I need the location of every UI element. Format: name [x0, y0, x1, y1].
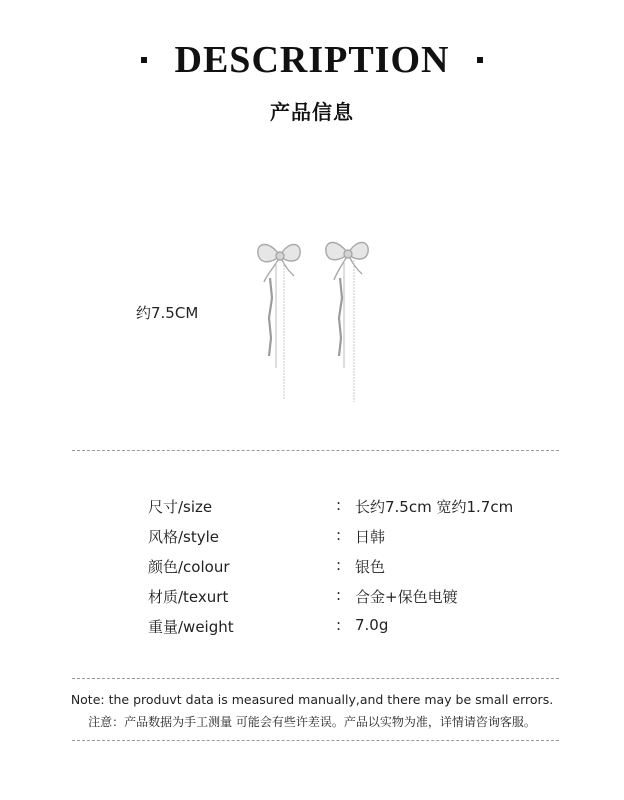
spec-label: 颜色/colour	[148, 558, 230, 576]
spec-colon: :	[336, 586, 342, 604]
divider	[72, 450, 559, 451]
spec-colon: :	[336, 556, 342, 574]
spec-value: 长约7.5cm 宽约1.7cm	[355, 498, 514, 516]
product-image	[240, 228, 380, 413]
bullet-square-icon	[141, 57, 147, 63]
spec-value: 7.0g	[355, 616, 389, 634]
divider	[72, 678, 559, 679]
spec-colon: :	[336, 496, 342, 514]
note-chinese: 注意：产品数据为手工测量 可能会有些许差误。产品以实物为准，详情请咨询客服。	[88, 715, 536, 729]
product-size-label: 约7.5CM	[136, 304, 199, 322]
page-subtitle: 产品信息	[270, 100, 354, 124]
spec-label: 材质/texurt	[148, 588, 229, 606]
bullet-square-icon	[477, 57, 483, 63]
note-english: Note: the produvt data is measured manually,and there may be small errors.	[70, 692, 554, 707]
divider	[72, 740, 559, 741]
spec-colon: :	[336, 616, 342, 634]
page-title-row	[141, 38, 484, 82]
spec-label: 风格/style	[148, 528, 220, 546]
bow-tassel-earrings-image	[240, 228, 380, 408]
header	[0, 38, 624, 82]
page-title: DESCRIPTION	[174, 39, 450, 81]
spec-value: 合金+保色电镀	[355, 588, 458, 606]
spec-colon: :	[336, 526, 342, 544]
spec-label: 重量/weight	[148, 618, 234, 636]
spec-label: 尺寸/size	[148, 498, 213, 516]
spec-value: 银色	[355, 558, 386, 576]
spec-value: 日韩	[355, 528, 386, 546]
